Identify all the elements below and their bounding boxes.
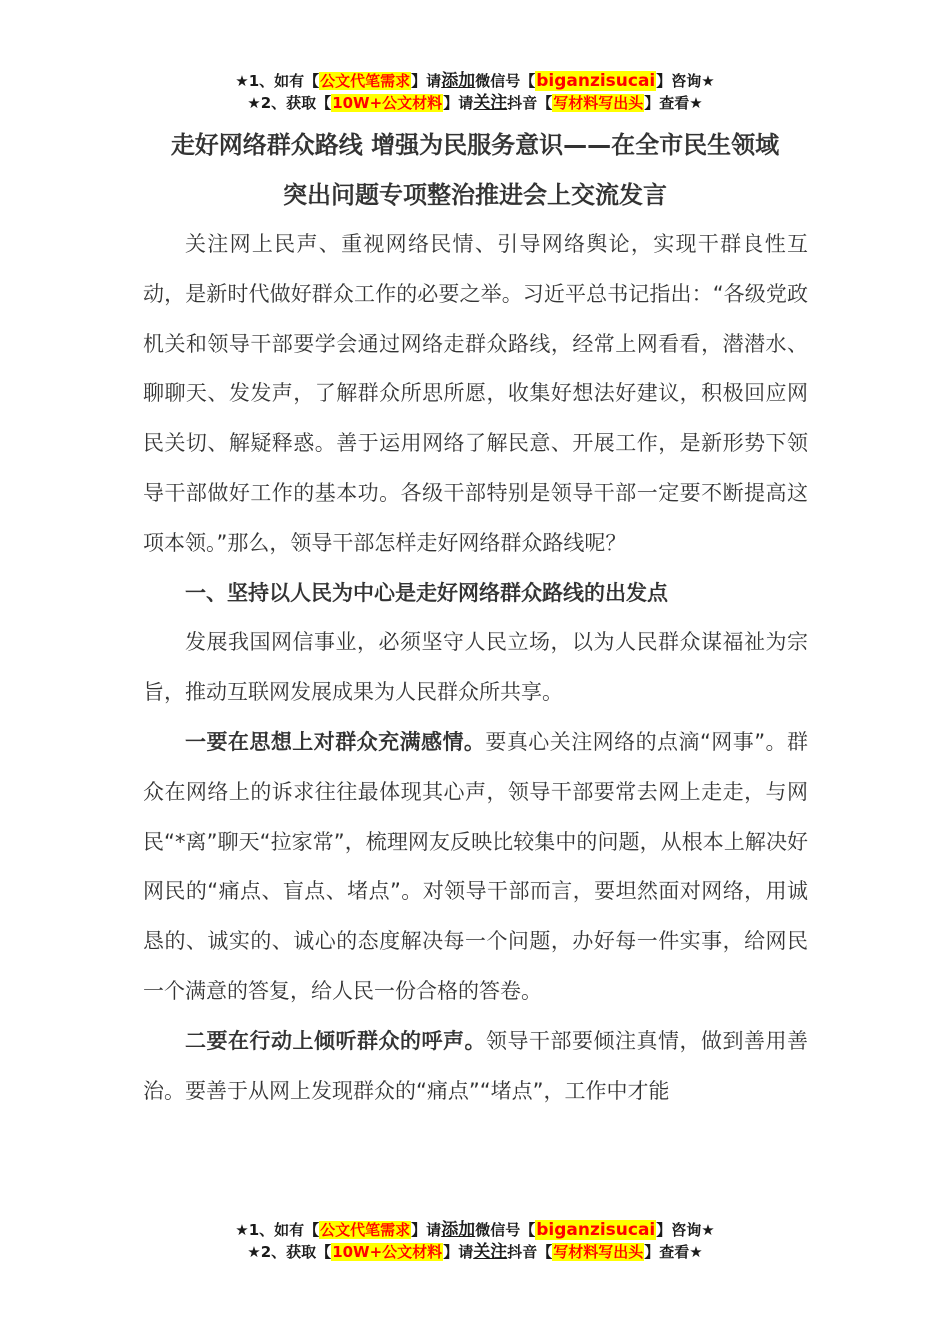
point-1-lead: 一要在思想上对群众充满感情。 bbox=[185, 729, 486, 754]
document-title-line-2: 突出问题专项整治推进会上交流发言 bbox=[283, 181, 667, 209]
promo-highlight: 10W+公文材料 bbox=[332, 94, 443, 112]
promo-wechat-id: biganzisucai bbox=[536, 71, 656, 91]
section-heading-1: 一、坚持以人民为中心是走好网络群众路线的出发点 bbox=[185, 580, 668, 605]
paragraph-section-1: 发展我国网信事业，必须坚守人民立场，以为人民群众谋福祉为宗旨，推动互联网发展成果为人民群众所共享。 bbox=[143, 630, 808, 705]
promo-banner-bottom bbox=[0, 1219, 950, 1263]
promo-wechat-id: biganzisucai bbox=[536, 1220, 656, 1240]
promo-highlight: 公文代笔需求 bbox=[320, 1221, 411, 1239]
point-2-lead: 二要在行动上倾听群众的呼声。 bbox=[185, 1028, 486, 1053]
promo-highlight: 10W+公文材料 bbox=[332, 1243, 443, 1261]
document-body bbox=[143, 220, 808, 1116]
paragraph-intro: 关注网上民声、重视网络民情、引导网络舆论，实现干群良性互动，是新时代做好群众工作的必要之举。习近平总书记指出：“各级党政机关和领导干部要学会通过网络走群众路线，经常上网看看，潜潜水、聊聊天、发发声，了解群众所思所愿，收集好想法好建议，积极回应网民关切、解疑释惑。善于运用网络了解民意、开展工作，是新形势下领导干部做好工作的基本功。各级干部特别是领导干部一定要不断提高这项本领。”那么，领导干部怎样走好网络群众路线呢？ bbox=[143, 232, 808, 555]
promo-banner-top bbox=[0, 70, 950, 114]
promo-line-1: ★1、如有【公文代笔需求】请添加微信号【biganzisucai】咨询★ bbox=[235, 1220, 715, 1240]
paragraph-point-2: 二要在行动上倾听群众的呼声。领导干部要倾注真情，做到善用善治。要善于从网上发现群众的“痛点”“堵点”，工作中才能 bbox=[143, 1028, 808, 1103]
promo-douyin-id: 写材料写出头 bbox=[553, 94, 644, 112]
promo-line-2: ★2、获取【10W+公文材料】请关注抖音【写材料写出头】查看★ bbox=[247, 1242, 703, 1262]
document-title-line-1: 走好网络群众路线 增强为民服务意识——在全市民生领域 bbox=[170, 131, 780, 159]
promo-highlight: 公文代笔需求 bbox=[320, 72, 411, 90]
promo-douyin-id: 写材料写出头 bbox=[553, 1243, 644, 1261]
promo-line-2: ★2、获取【10W+公文材料】请关注抖音【写材料写出头】查看★ bbox=[247, 93, 703, 113]
paragraph-point-1: 一要在思想上对群众充满感情。要真心关注网络的点滴“网事”。群众在网络上的诉求往往最体现其心声，领导干部要常去网上走走，与网民“*离”聊天“拉家常”，梳理网友反映比较集中的问题，从根本上解决好网民的“痛点、盲点、堵点”。对领导干部而言，要坦然面对网络，用诚恳的、诚实的、诚心的态度解决每一个问题，办好每一件实事，给网民一个满意的答复，给人民一份合格的答卷。 bbox=[143, 729, 808, 1003]
promo-line-1: ★1、如有【公文代笔需求】请添加微信号【biganzisucai】咨询★ bbox=[235, 71, 715, 91]
